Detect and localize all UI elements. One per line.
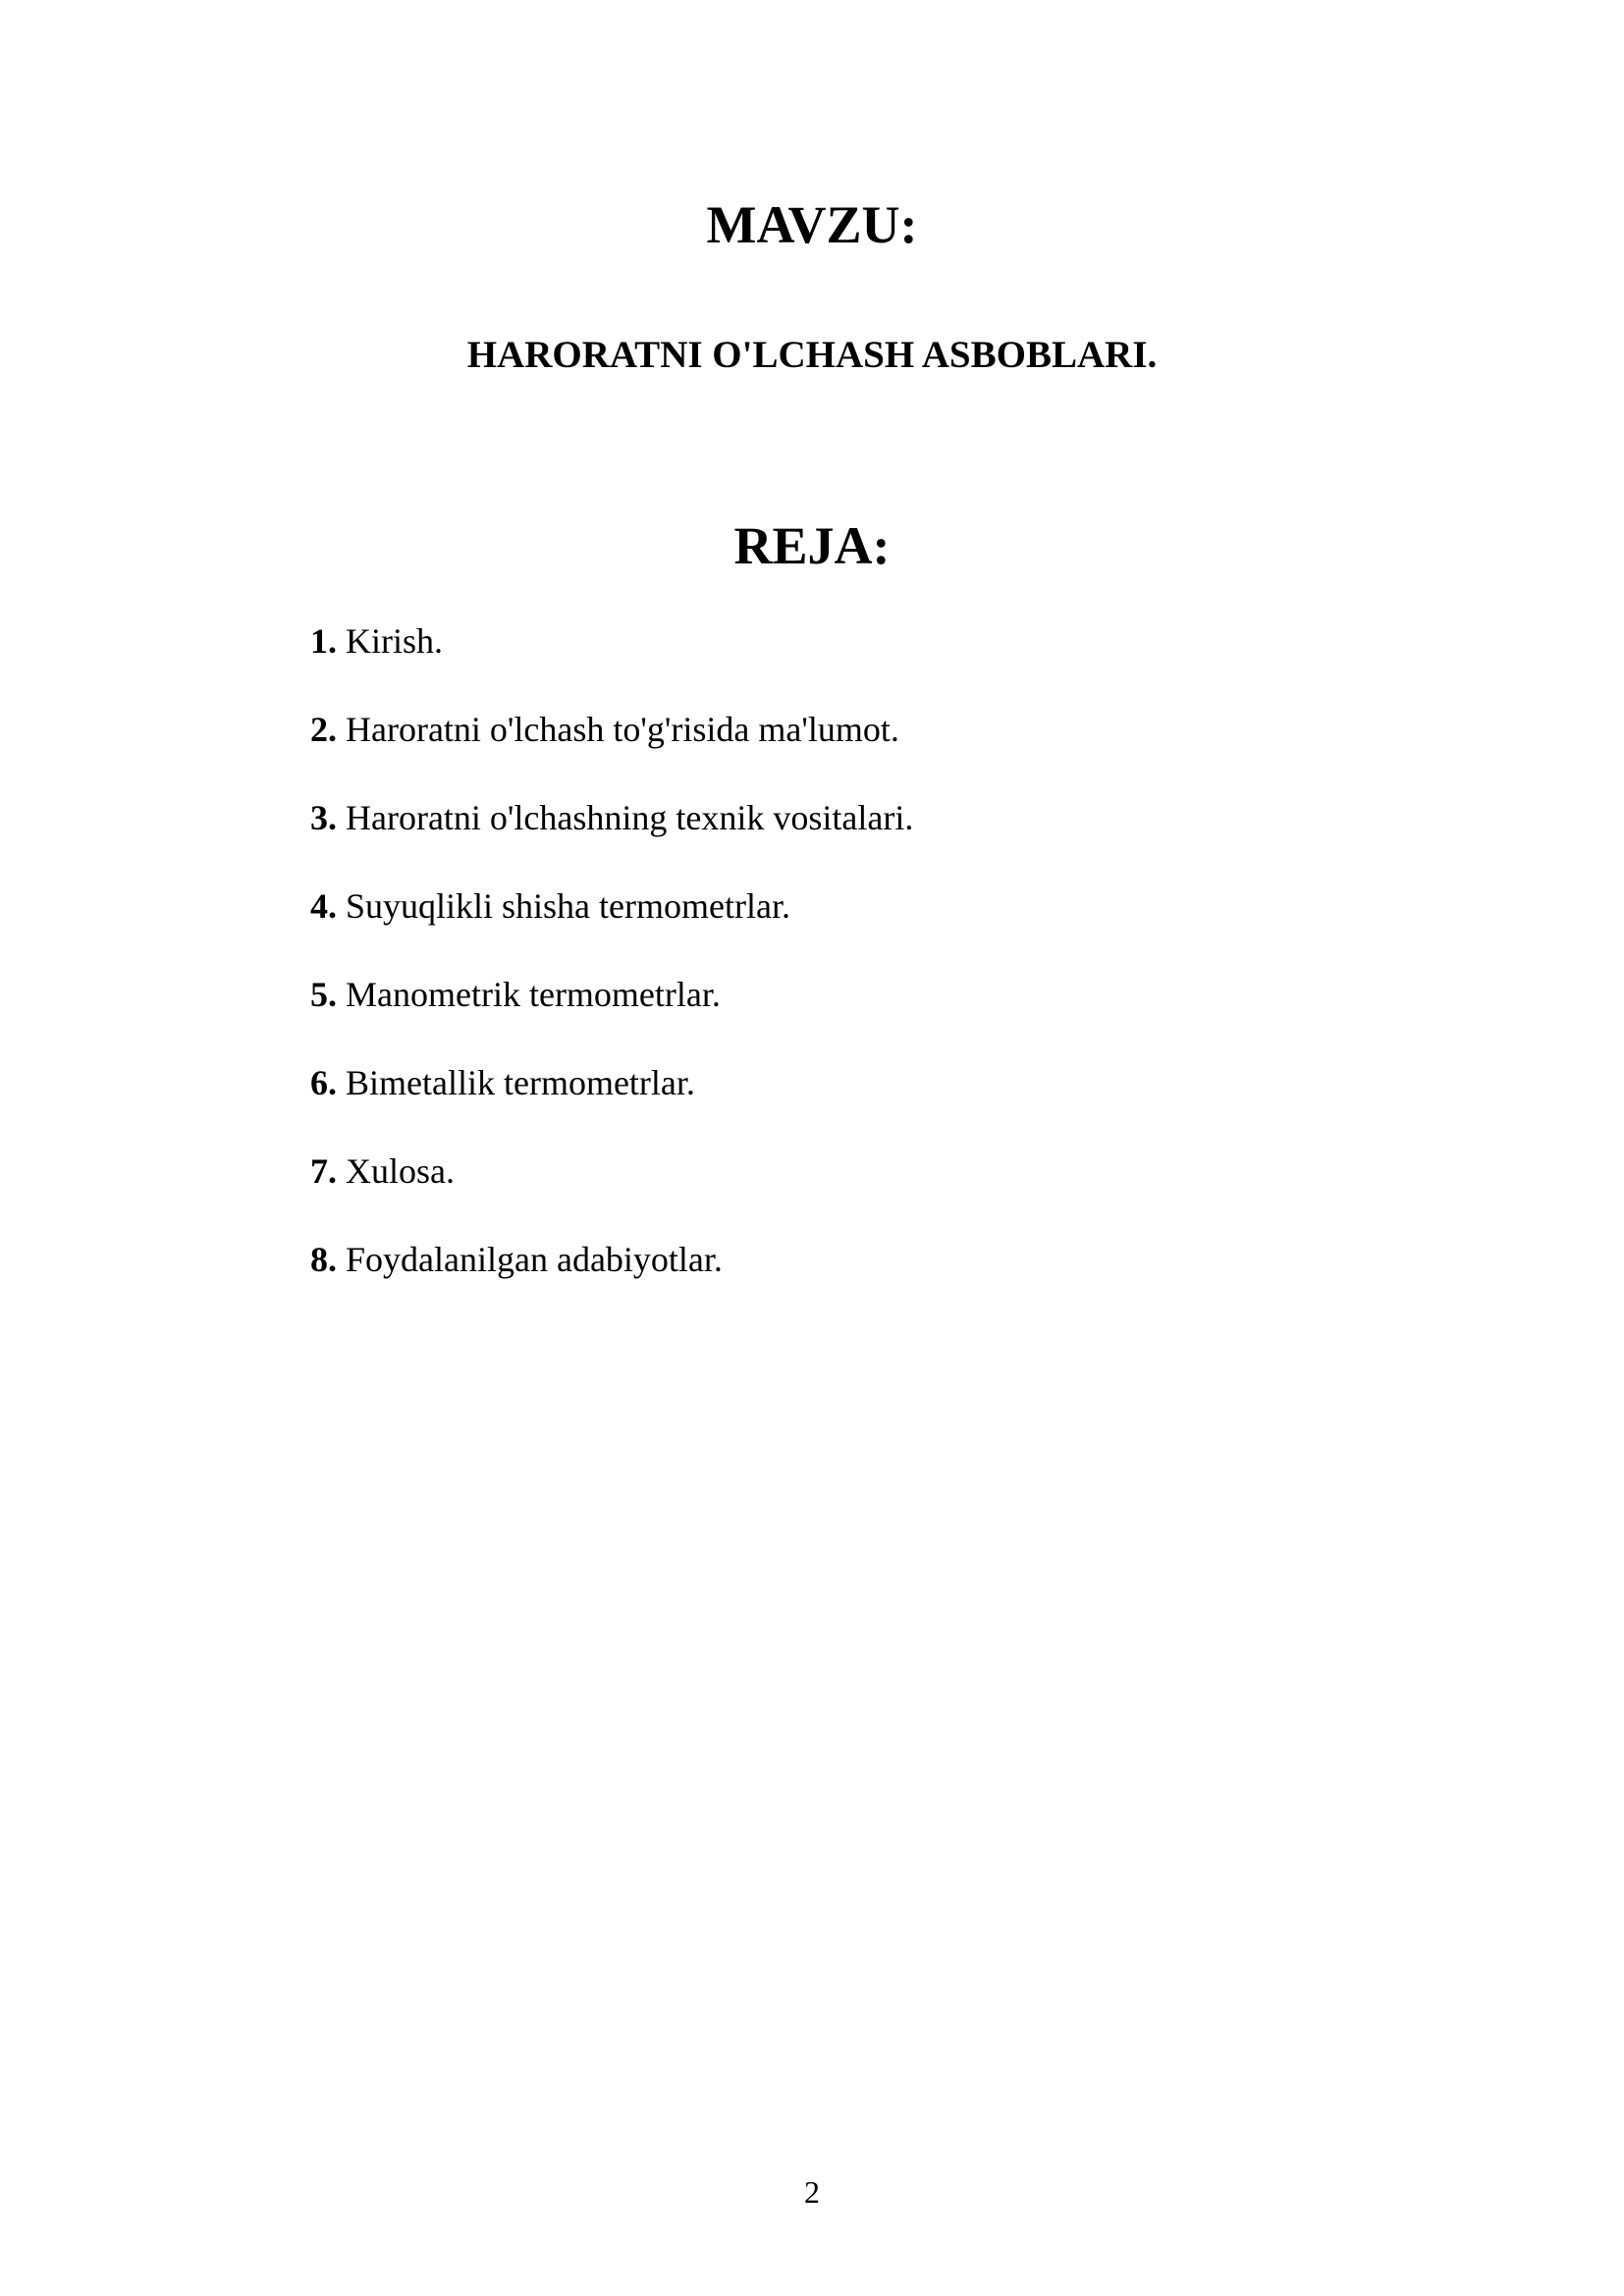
plan-item-text: Haroratni o'lchashning texnik vositalari.	[346, 798, 914, 837]
plan-item	[310, 881, 1390, 931]
plan-item-number: 6.	[310, 1063, 337, 1102]
plan-item-text: Xulosa.	[346, 1151, 455, 1191]
plan-item	[310, 1235, 1390, 1284]
plan-item-number: 5.	[310, 975, 337, 1014]
plan-heading: REJA:	[733, 516, 891, 575]
plan-item	[310, 705, 1390, 754]
plan-item-text: Manometrik termometrlar.	[346, 975, 721, 1014]
plan-item	[310, 616, 1390, 666]
plan-item-number: 4.	[310, 886, 337, 926]
plan-item-number: 7.	[310, 1151, 337, 1191]
topic-title: HARORATNI O'LCHASH ASBOBLARI.	[466, 334, 1158, 376]
plan-item-number: 1.	[310, 621, 337, 661]
plan-list	[310, 616, 1390, 1323]
page-heading: MAVZU:	[706, 195, 918, 254]
plan-item-number: 2.	[310, 710, 337, 749]
plan-item-number: 3.	[310, 798, 337, 837]
plan-item-text: Haroratni o'lchash to'g'risida ma'lumot.	[346, 710, 899, 749]
page-number: 2	[804, 2174, 820, 2210]
plan-item	[310, 970, 1390, 1019]
plan-item-text: Bimetallik termometrlar.	[346, 1063, 695, 1102]
plan-item-text: Kirish.	[346, 621, 443, 661]
plan-item	[310, 1147, 1390, 1196]
plan-item-text: Suyuqlikli shisha termometrlar.	[346, 886, 790, 926]
plan-item	[310, 793, 1390, 842]
plan-item-number: 8.	[310, 1240, 337, 1279]
plan-item-text: Foydalanilgan adabiyotlar.	[346, 1240, 723, 1279]
plan-item	[310, 1058, 1390, 1107]
